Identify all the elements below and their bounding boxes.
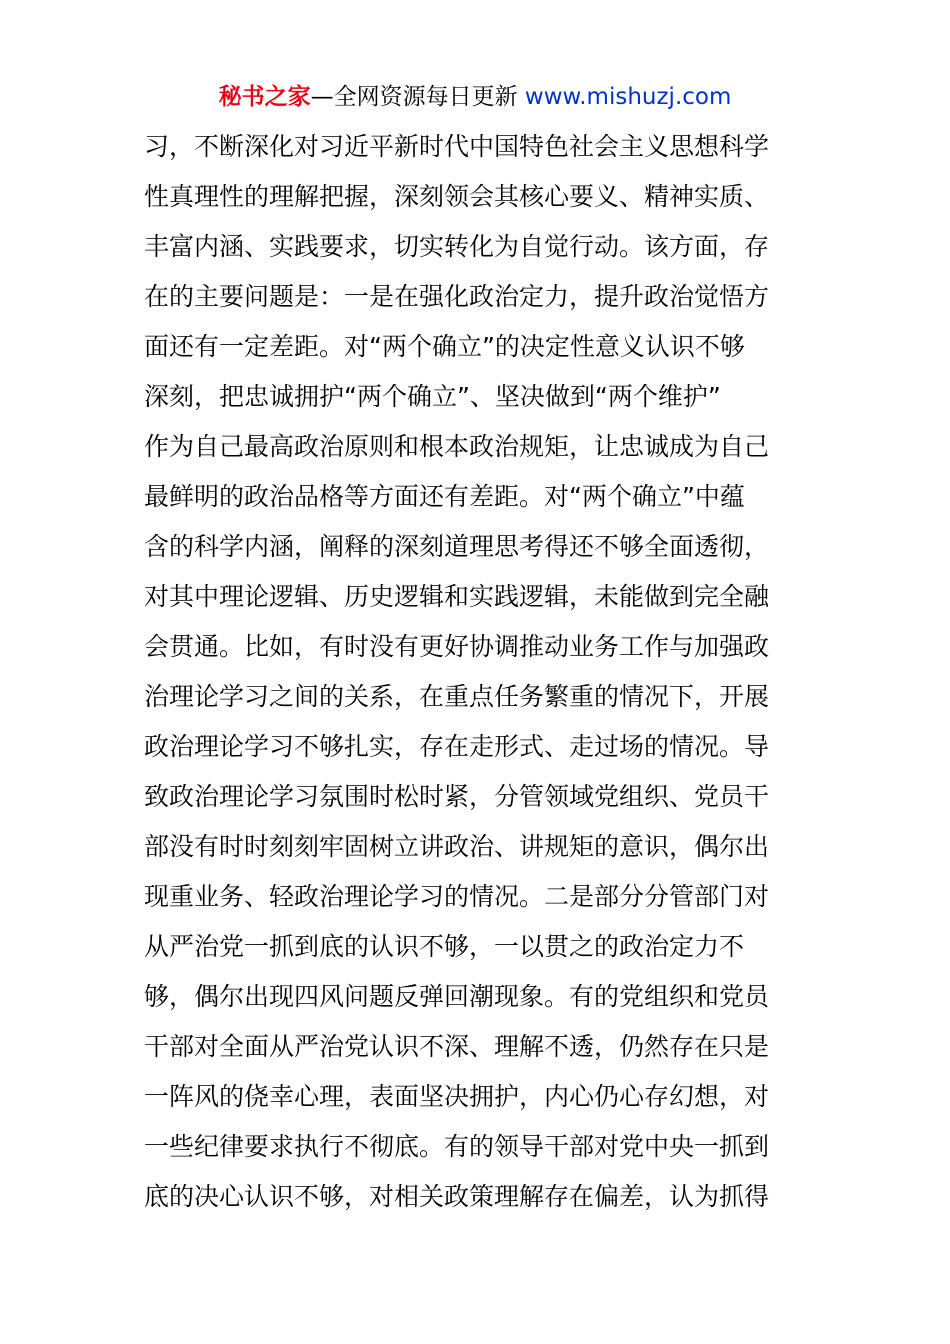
site-brand: 秘书之家 [218, 84, 311, 110]
text-line: 治理论学习之间的关系，在重点任务繁重的情况下，开展 [144, 682, 770, 711]
text-line: 作为自己最高政治原则和根本政治规矩，让忠诚成为自己 [144, 432, 770, 461]
text-line: 从严治党一抓到底的认识不够，一以贯之的政治定力不 [144, 932, 745, 961]
document-body [144, 122, 814, 1222]
text-line: 最鲜明的政治品格等方面还有差距。对“两个确立”中蕴 [144, 482, 745, 511]
text-line: 含的科学内涵，阐释的深刻道理思考得还不够全面透彻， [144, 532, 770, 561]
text-line: 致政治理论学习氛围时松时紧，分管领域党组织、党员干 [144, 782, 770, 811]
text-line: 习，不断深化对习近平新时代中国特色社会主义思想科学 [144, 132, 770, 161]
site-url-link[interactable]: www.mishuzj.com [524, 84, 732, 110]
text-line: 性真理性的理解把握，深刻领会其核心要义、精神实质、 [144, 182, 770, 211]
text-line: 政治理论学习不够扎实，存在走形式、走过场的情况。导 [144, 732, 770, 761]
text-line: 面还有一定差距。对“两个确立”的决定性意义认识不够 [144, 332, 745, 361]
text-line: 够，偶尔出现四风问题反弹回潮现象。有的党组织和党员 [144, 982, 770, 1011]
text-line: 一阵风的侥幸心理，表面坚决拥护，内心仍心存幻想，对 [144, 1082, 770, 1111]
text-line: 会贯通。比如，有时没有更好协调推动业务工作与加强政 [144, 632, 770, 661]
site-header [0, 80, 950, 114]
site-tagline: —全网资源每日更新 [310, 84, 518, 110]
text-line: 在的主要问题是：一是在强化政治定力，提升政治觉悟方 [144, 282, 770, 311]
text-line: 干部对全面从严治党认识不深、理解不透，仍然存在只是 [144, 1032, 770, 1061]
text-line: 一些纪律要求执行不彻底。有的领导干部对党中央一抓到 [144, 1132, 770, 1161]
text-line: 部没有时时刻刻牢固树立讲政治、讲规矩的意识，偶尔出 [144, 832, 770, 861]
text-line: 对其中理论逻辑、历史逻辑和实践逻辑，未能做到完全融 [144, 582, 770, 611]
text-line: 丰富内涵、实践要求，切实转化为自觉行动。该方面，存 [144, 232, 770, 261]
text-line: 现重业务、轻政治理论学习的情况。二是部分分管部门对 [144, 882, 770, 911]
text-line: 深刻，把忠诚拥护“两个确立”、坚决做到“两个维护” [144, 382, 721, 411]
text-line: 底的决心认识不够，对相关政策理解存在偏差，认为抓得 [144, 1182, 770, 1211]
